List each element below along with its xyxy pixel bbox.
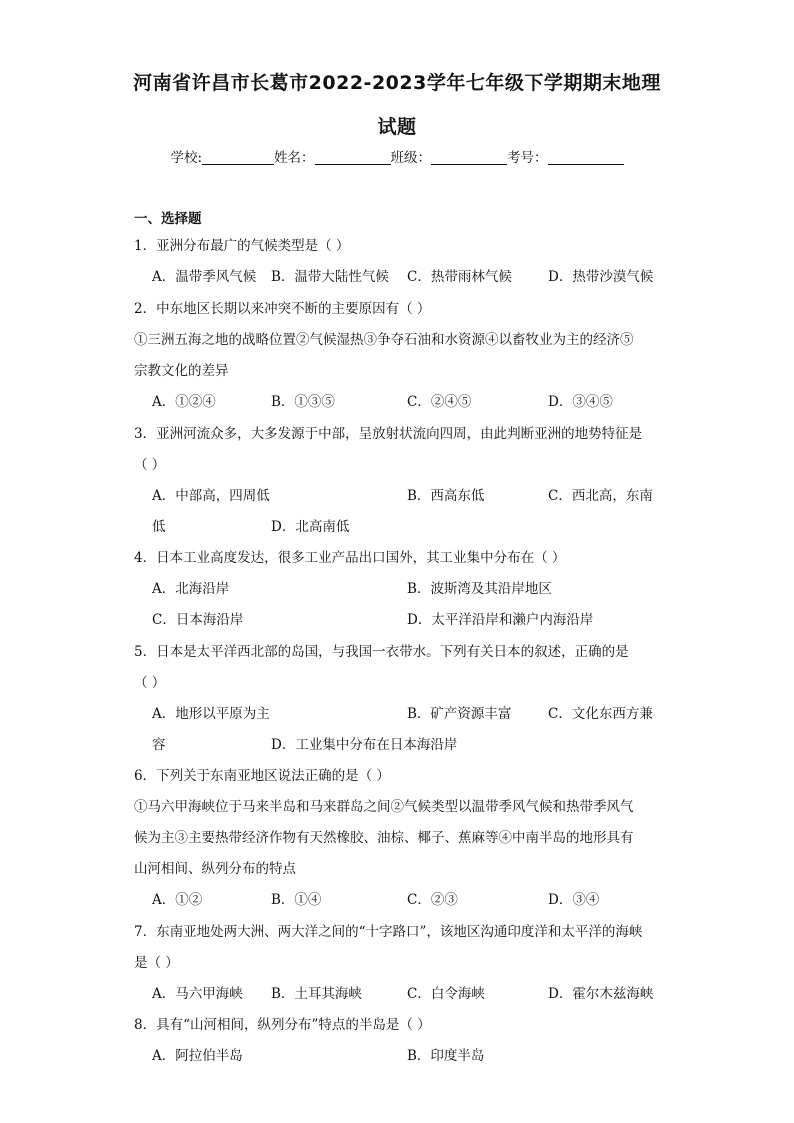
question-6-line4: 山河相间、纵列分布的特点 [134,861,296,877]
exam-no-blank[interactable] [548,150,624,165]
section-heading: 一、选择题 [134,211,202,227]
q7-option-a[interactable]: A．马六甲海峡 [152,986,243,1002]
q5-option-d[interactable]: D．工业集中分布在日本海沿岸 [271,737,458,753]
q8-option-a[interactable]: A．阿拉伯半岛 [152,1048,243,1064]
question-6-line3: 候为主③主要热带经济作物有天然橡胶、油棕、椰子、蕉麻等④中南半岛的地形具有 [134,830,634,846]
q7-option-b[interactable]: B．土耳其海峡 [271,986,362,1002]
question-7-stem: 7．东南亚地处两大洲、两大洋之间的“十字路口”，该地区沟通印度洋和太平洋的海峡 [134,924,643,940]
q8-option-b[interactable]: B．印度半岛 [407,1048,485,1064]
q6-option-b[interactable]: B．①④ [271,892,322,908]
q4-option-d[interactable]: D．太平洋沿岸和濑户内海沿岸 [407,612,594,628]
q7-option-d[interactable]: D．霍尔木兹海峡 [548,986,654,1002]
question-4-stem: 4．日本工业高度发达，很多工业产品出口国外，其工业集中分布在（ ） [134,550,566,566]
q3-option-c-continued: 低 [152,519,166,535]
q1-option-a[interactable]: A．温带季风气候 [152,269,257,285]
question-3-line2: （ ） [134,457,166,473]
name-blank[interactable] [315,150,391,165]
student-info-row [0,146,794,166]
school-blank[interactable] [202,150,274,165]
q4-option-b[interactable]: B．波斯湾及其沿岸地区 [407,581,552,597]
school-label: 学校: [170,150,203,166]
q5-option-a[interactable]: A．地形以平原为主 [152,706,270,722]
q6-option-d[interactable]: D．③④ [548,892,600,908]
question-3-stem: 3．亚洲河流众多，大多发源于中部，呈放射状流向四周，由此判断亚洲的地势特征是 [134,426,643,442]
q1-option-d[interactable]: D．热带沙漠气候 [548,269,654,285]
exam-title-line1: 河南省许昌市长葛市2022-2023学年七年级下学期期末地理 [133,72,661,94]
question-5-stem: 5．日本是太平洋西北部的岛国，与我国一衣带水。下列有关日本的叙述，正确的是 [134,644,629,660]
question-1-stem: 1．亚洲分布最广的气候类型是（ ） [134,238,350,254]
q1-option-c[interactable]: C．热带雨林气候 [407,269,512,285]
q5-option-b[interactable]: B．矿产资源丰富 [407,706,512,722]
q5-option-c-continued: 容 [152,737,166,753]
question-2-line3: 宗教文化的差异 [134,363,229,379]
q7-option-c[interactable]: C．白令海峡 [407,986,485,1002]
q3-option-a[interactable]: A．中部高，四周低 [152,488,270,504]
q6-option-a[interactable]: A．①② [152,892,203,908]
class-blank[interactable] [431,150,507,165]
q2-option-a[interactable]: A．①②④ [152,394,216,410]
q4-option-c[interactable]: C．日本海沿岸 [152,612,244,628]
name-label: 姓名： [274,150,315,166]
question-8-stem: 8．具有“山河相间，纵列分布”特点的半岛是（ ） [134,1017,431,1033]
class-label: 班级： [390,150,432,166]
q4-option-a[interactable]: A．北海沿岸 [152,581,230,597]
question-7-line2: 是（ ） [134,955,179,971]
exam-title-line2: 试题 [377,116,417,138]
q3-option-b[interactable]: B．西高东低 [407,488,485,504]
question-6-stem: 6．下列关于东南亚地区说法正确的是（ ） [134,768,390,784]
question-6-line2: ①马六甲海峡位于马来半岛和马来群岛之间②气候类型以温带季风气候和热带季风气 [134,799,634,815]
q2-option-b[interactable]: B．①③⑤ [271,394,335,410]
q2-option-c[interactable]: C．②④⑤ [407,394,472,410]
exam-no-label: 考号： [507,150,548,166]
q5-option-c[interactable]: C．文化东西方兼 [548,706,653,722]
q1-option-b[interactable]: B．温带大陆性气候 [271,269,389,285]
question-2-line2: ①三洲五海之地的战略位置②气候湿热③争夺石油和水资源④以畜牧业为主的经济⑤ [134,332,634,348]
q6-option-c[interactable]: C．②③ [407,892,458,908]
q3-option-c[interactable]: C．西北高，东南 [548,488,653,504]
q3-option-d[interactable]: D．北高南低 [271,519,350,535]
question-5-line2: （ ） [134,675,166,691]
question-2-stem: 2．中东地区长期以来冲突不断的主要原因有（ ） [134,301,431,317]
q2-option-d[interactable]: D．③④⑤ [548,394,613,410]
